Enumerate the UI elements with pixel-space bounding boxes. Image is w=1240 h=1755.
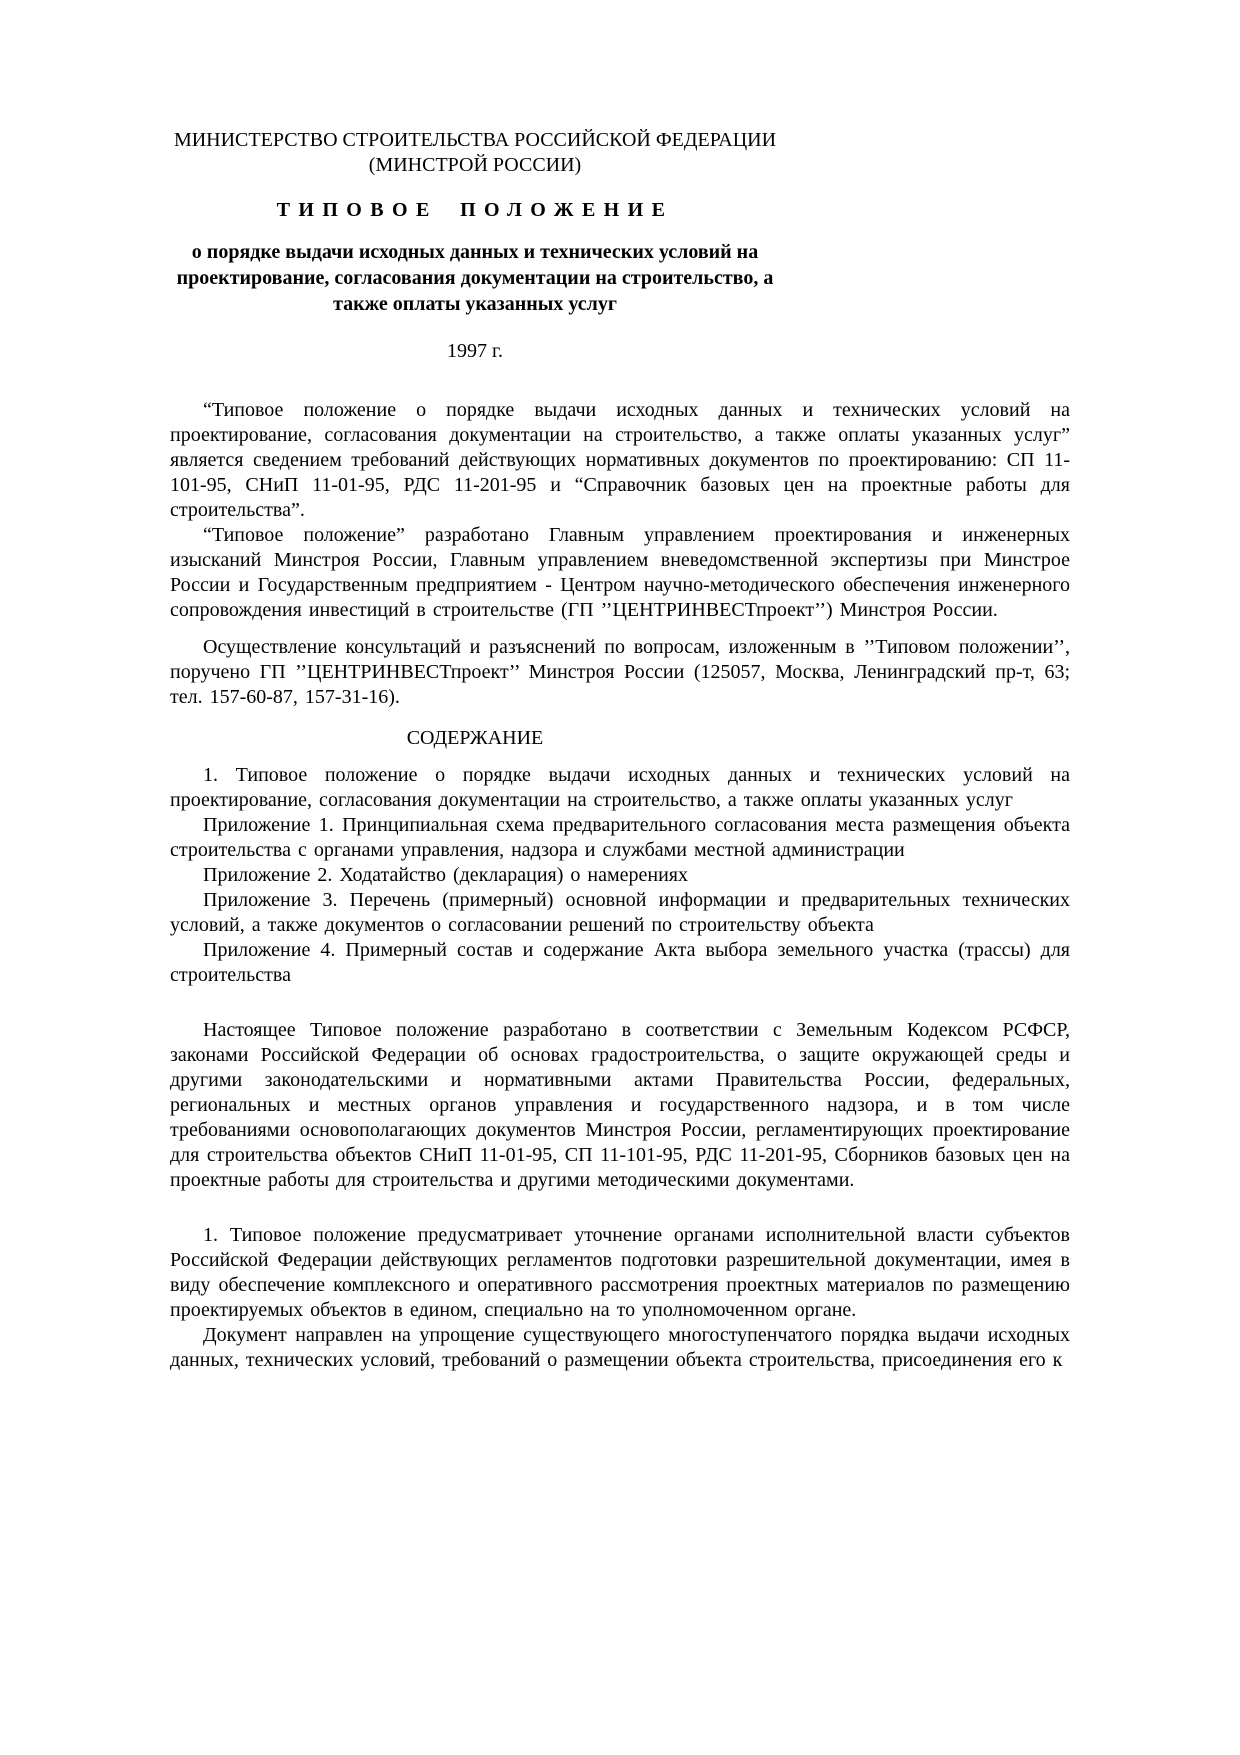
document-year: 1997 г. (447, 340, 503, 362)
toc-item: Приложение 2. Ходатайство (декларация) о намерениях (203, 864, 688, 886)
document-subtitle: о порядке выдачи исходных данных и технических условий на проектирование, согласования документации на строительство, а также оплаты указанных услуг (176, 241, 774, 315)
document-content (170, 128, 1070, 1373)
toc-item: Приложение 1. Принципиальная схема предварительного согласования места размещения объекта строительства с органами управления, надзора и службами местной администрации (170, 814, 1070, 861)
intro-paragraph: “Типовое положение о порядке выдачи исходных данных и технических условий на проектирование, согласования документации на строительство, а также оплаты указанных услуг” является сведением требований действующих нормативных документов по проектированию: СП 11-101-95, СНиП 11-01-95, РДС 11-201-95 и “Справочник базовых цен на проектные работы для строительства”. (170, 399, 1070, 521)
document-title: ТИПОВОЕ ПОЛОЖЕНИЕ (276, 199, 674, 221)
toc-item: Приложение 4. Примерный состав и содержание Акта выбора земельного участка (трассы) для строительства (170, 939, 1070, 986)
body-paragraph: Настоящее Типовое положение разработано в соответствии с Земельным Кодексом РСФСР, законами Российской Федерации об основах градостроительства, о защите окружающей среды и другими законодательскими и нормативными актами Правительства России, федеральных, региональных и местных органов управления и государственного надзора, и в том числе требованиями основополагающих документов Минстроя России, регламентирующих проектирование для строительства объектов СНиП 11-01-95, СП 11-101-95, РДС 11-201-95, Сборников базовых цен на проектные работы для строительства и другими методическими документами. (170, 1019, 1070, 1191)
body-paragraph: Документ направлен на упрощение существующего многоступенчатого порядка выдачи исходных данных, технических условий, требований о размещении объекта строительства, присоединения его к (170, 1324, 1070, 1371)
body-paragraph: 1. Типовое положение предусматривает уточнение органами исполнительной власти субъектов Российской Федерации действующих регламентов подготовки разрешительной документации, имея в виду обеспечение комплексного и оперативного рассмотрения проектных материалов по размещению проектируемых объектов в едином, специально на то уполномоченном органе. (170, 1224, 1070, 1321)
toc-item: Приложение 3. Перечень (примерный) основной информации и предварительных технических условий, а также документов о согласовании решений по строительству объекта (170, 889, 1070, 936)
toc-heading: СОДЕРЖАНИЕ (406, 727, 544, 749)
toc-item: 1. Типовое положение о порядке выдачи исходных данных и технических условий на проектирование, согласования документации на строительство, а также оплаты указанных услуг (170, 764, 1070, 811)
ministry-header: МИНИСТЕРСТВО СТРОИТЕЛЬСТВА РОССИЙСКОЙ ФЕДЕРАЦИИ (МИНСТРОЙ РОССИИ) (173, 129, 777, 176)
intro-paragraph: “Типовое положение” разработано Главным управлением проектирования и инженерных изысканий Минстроя России, Главным управлением вневедомственной экспертизы при Минстрое России и Государственным предприятием - Центром научно-методического обеспечения инженерного сопровождения инвестиций в строительстве (ГП ’’ЦЕНТРИНВЕСТпроект’’) Минстроя России. (170, 524, 1070, 621)
intro-paragraph: Осуществление консультаций и разъяснений по вопросам, изложенным в ’’Типовом положении’’, поручено ГП ’’ЦЕНТРИНВЕСТпроект’’ Минстроя России (125057, Москва, Ленинградский пр-т, 63; тел. 157-60-87, 157-31-16). (170, 636, 1070, 708)
